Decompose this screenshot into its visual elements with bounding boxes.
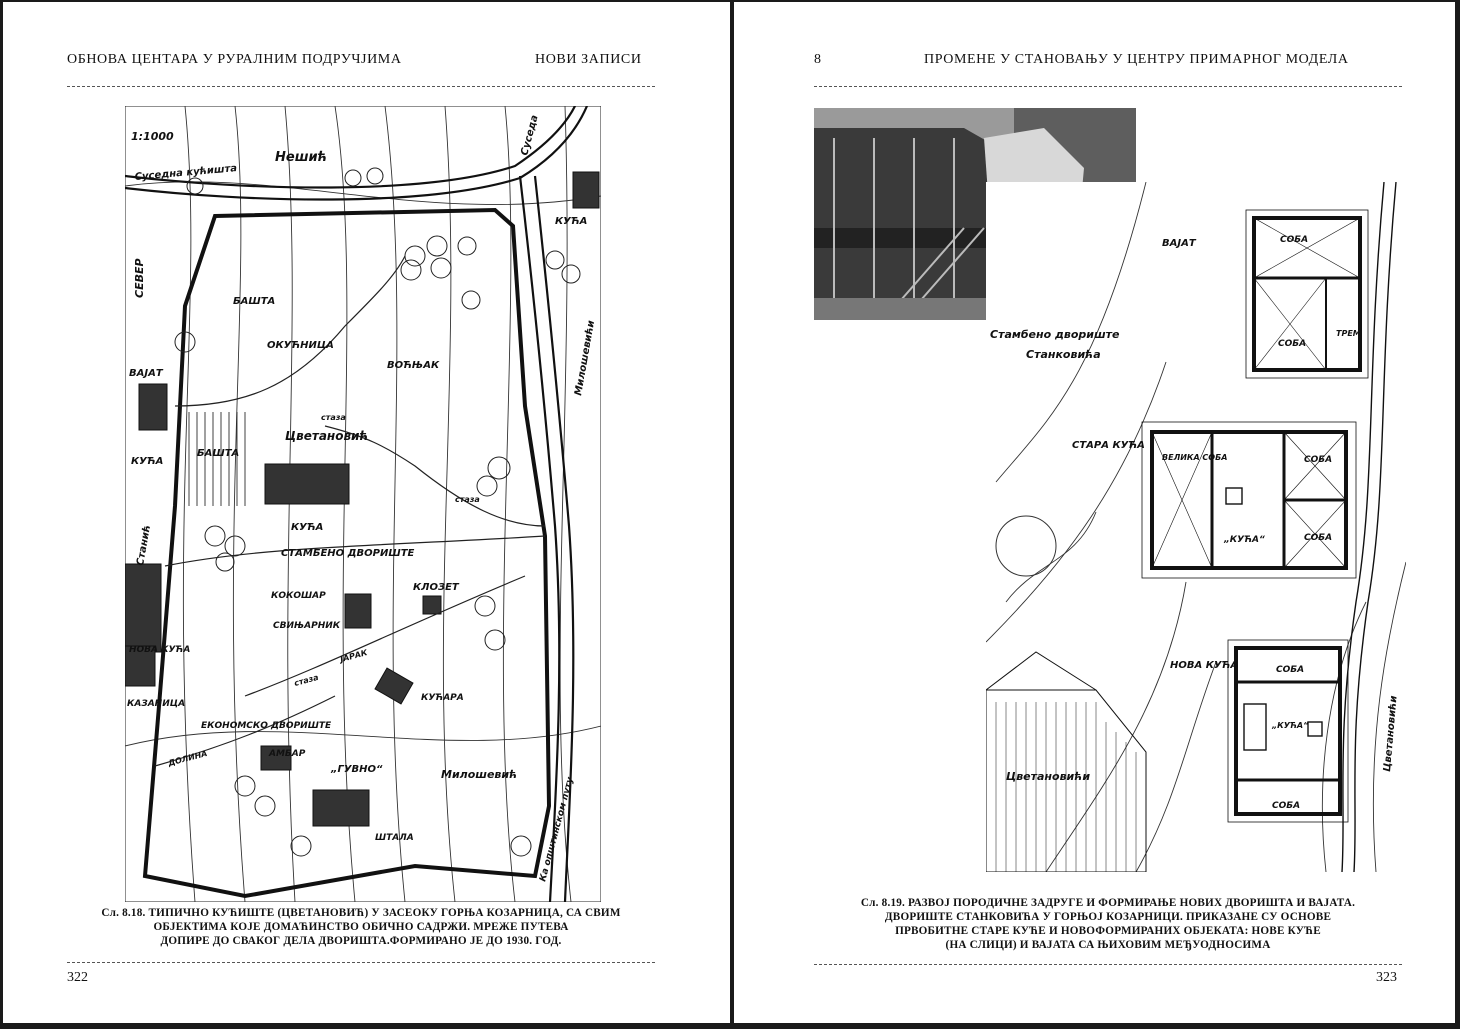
- label-milovanovici2: Милошевић: [441, 768, 518, 781]
- scale-label: 1:1000: [131, 130, 174, 143]
- caption-right-line-1: РАЗВОЈ ПОРОДИЧНЕ ЗАДРУГЕ И ФОРМИРАЊЕ НОВИХ ДВОРИШТА И ВАЈАТА.: [908, 897, 1356, 909]
- label-kuca-top: КУЋА: [555, 216, 588, 227]
- label-kuca-old: „КУЋА“: [1224, 535, 1265, 545]
- label-ambar: АМБАР: [269, 749, 306, 759]
- header-rule: [67, 86, 655, 87]
- label-stambeno: СТАМБЕНО ДВОРИШТЕ: [281, 548, 415, 559]
- label-basta-top: БАШТА: [233, 296, 276, 307]
- label-nova-kuca-plan: НОВА КУЋА: [1170, 660, 1239, 671]
- caption-line-2: ОБЈЕКТИМА КОЈЕ ДОМАЋИНСТВО ОБИЧНО САДРЖИ. МРЕЖЕ ПУТЕВА: [153, 921, 569, 933]
- label-staza2: стаза: [455, 495, 480, 504]
- label-milovanovici: Милошевићи: [573, 319, 598, 397]
- label-velika-soba: ВЕЛИКА СОБА: [1162, 453, 1228, 462]
- label-kucara: КУЋАРА: [421, 693, 464, 703]
- label-staja: ШТАЛА: [375, 833, 414, 843]
- footer-rule: [67, 962, 655, 963]
- label-vajat-plan: ВАЈАТ: [1162, 238, 1196, 249]
- header-rule-right: [814, 86, 1402, 87]
- label-soba-4: СОБА: [1304, 533, 1333, 543]
- running-head-right: ПРОМЕНЕ У СТАНОВАЊУ У ЦЕНТРУ ПРИМАРНОГ МОДЕЛА: [924, 52, 1349, 67]
- right-page: [734, 2, 1455, 1023]
- caption-line-3: ДОПИРЕ ДО СВАКОГ ДЕЛА ДВОРИШТА.ФОРМИРАНО ЈЕ ДО 1930. ГОД.: [160, 935, 562, 947]
- label-jarak: ЈАРАК: [339, 648, 369, 664]
- caption-number-right: Сл. 8.19.: [860, 897, 906, 909]
- label-cvetanovici-road: Цветановићи: [1382, 695, 1400, 773]
- label-staza3: стаза: [293, 672, 320, 688]
- caption-right-line-3: ПРВОБИТНЕ СТАРЕ КУЋЕ И НОВОФОРМИРАНИХ ОБЈЕКАТА: НОВЕ КУЋЕ: [895, 925, 1321, 937]
- label-cvetanovici: Цветановић: [285, 429, 369, 443]
- label-ekonomsko: ЕКОНОМСКО ДВОРИШТЕ: [201, 721, 332, 731]
- label-stambeno-dvoriste: Стамбено двориште: [990, 328, 1120, 341]
- book-spread: [3, 2, 1455, 1023]
- label-kuca-left: КУЋА: [131, 456, 164, 467]
- label-soba-3: СОБА: [1304, 455, 1333, 465]
- label-soba-5: СОБА: [1276, 665, 1305, 675]
- label-vajat: ВАЈАТ: [129, 368, 163, 379]
- label-klozet: КЛОЗЕТ: [413, 582, 459, 593]
- label-susedna-kucista: Суседна кућишта: [134, 163, 238, 183]
- label-guvno: „ГУВНО“: [331, 764, 383, 775]
- label-ka-put: Ка општинском путу: [538, 776, 576, 883]
- label-staza1: стаза: [321, 413, 346, 422]
- label-cvetanovici-plan: Цветановићи: [1006, 770, 1091, 783]
- label-trem: ТРЕМ: [1336, 329, 1361, 338]
- running-head-section: НОВИ ЗАПИСИ: [535, 52, 642, 67]
- site-plan-figure: [125, 106, 601, 902]
- label-sever: СЕВЕР: [133, 258, 146, 298]
- label-kazanica: КАЗАНИЦА: [127, 699, 186, 709]
- running-head-left: ОБНОВА ЦЕНТАРА У РУРАЛНИМ ПОДРУЧЈИМА: [67, 52, 402, 67]
- floor-plans-drawing: [986, 182, 1406, 872]
- site-plan-drawing: [125, 106, 601, 902]
- label-okucnica: ОКУЋНИЦА: [267, 340, 334, 351]
- label-kuca-main: КУЋА: [291, 522, 324, 533]
- label-stankovica: Станковића: [1026, 348, 1101, 361]
- label-vocnjak: ВОЋЊАК: [387, 360, 440, 371]
- label-kokosar: КОКОШАР: [271, 591, 326, 601]
- footer-rule-right: [814, 964, 1402, 965]
- caption-right-line-4: (НА СЛИЦИ) И ВАЈАТА СА ЊИХОВИМ МЕЂУОДНОСИМА: [945, 939, 1271, 951]
- label-neshtic: Нешић: [275, 150, 328, 165]
- caption-line-1: ТИПИЧНО КУЋИШТЕ (ЦВЕТАНОВИЋ) У ЗАСЕОКУ ГОРЊА КОЗАРНИЦА, СА СВИМ: [148, 907, 621, 919]
- label-dolina: ДОЛИНА: [167, 748, 209, 768]
- floor-plans-figure: [986, 182, 1406, 872]
- label-soba-1: СОБА: [1280, 235, 1309, 245]
- figure-caption-818: [67, 906, 655, 948]
- label-suseda: Суседа: [519, 113, 541, 157]
- left-page: [3, 2, 730, 1023]
- page-number-right: 323: [1376, 970, 1397, 985]
- label-basta-mid: БАШТА: [197, 448, 240, 459]
- label-stara-kuca: СТАРА КУЋА: [1072, 440, 1145, 451]
- label-stanic: Станић: [135, 524, 154, 567]
- chapter-number: 8: [814, 52, 822, 67]
- caption-right-line-2: ДВОРИШТЕ СТАНКОВИЋА У ГОРЊОЈ КОЗАРНИЦИ. ПРИКАЗАНЕ СУ ОСНОВЕ: [884, 911, 1332, 923]
- label-svinjarnik: СВИЊАРНИК: [273, 621, 341, 631]
- page-number-left: 322: [67, 970, 88, 985]
- label-soba-2: СОБА: [1278, 339, 1307, 349]
- label-soba-6: СОБА: [1272, 801, 1301, 811]
- figure-caption-819: [814, 896, 1402, 952]
- caption-number: Сл. 8.18.: [101, 907, 146, 919]
- label-kuca-new: „КУЋА“: [1272, 721, 1309, 730]
- label-nova-kuca: НОВА КУЋА: [129, 645, 191, 655]
